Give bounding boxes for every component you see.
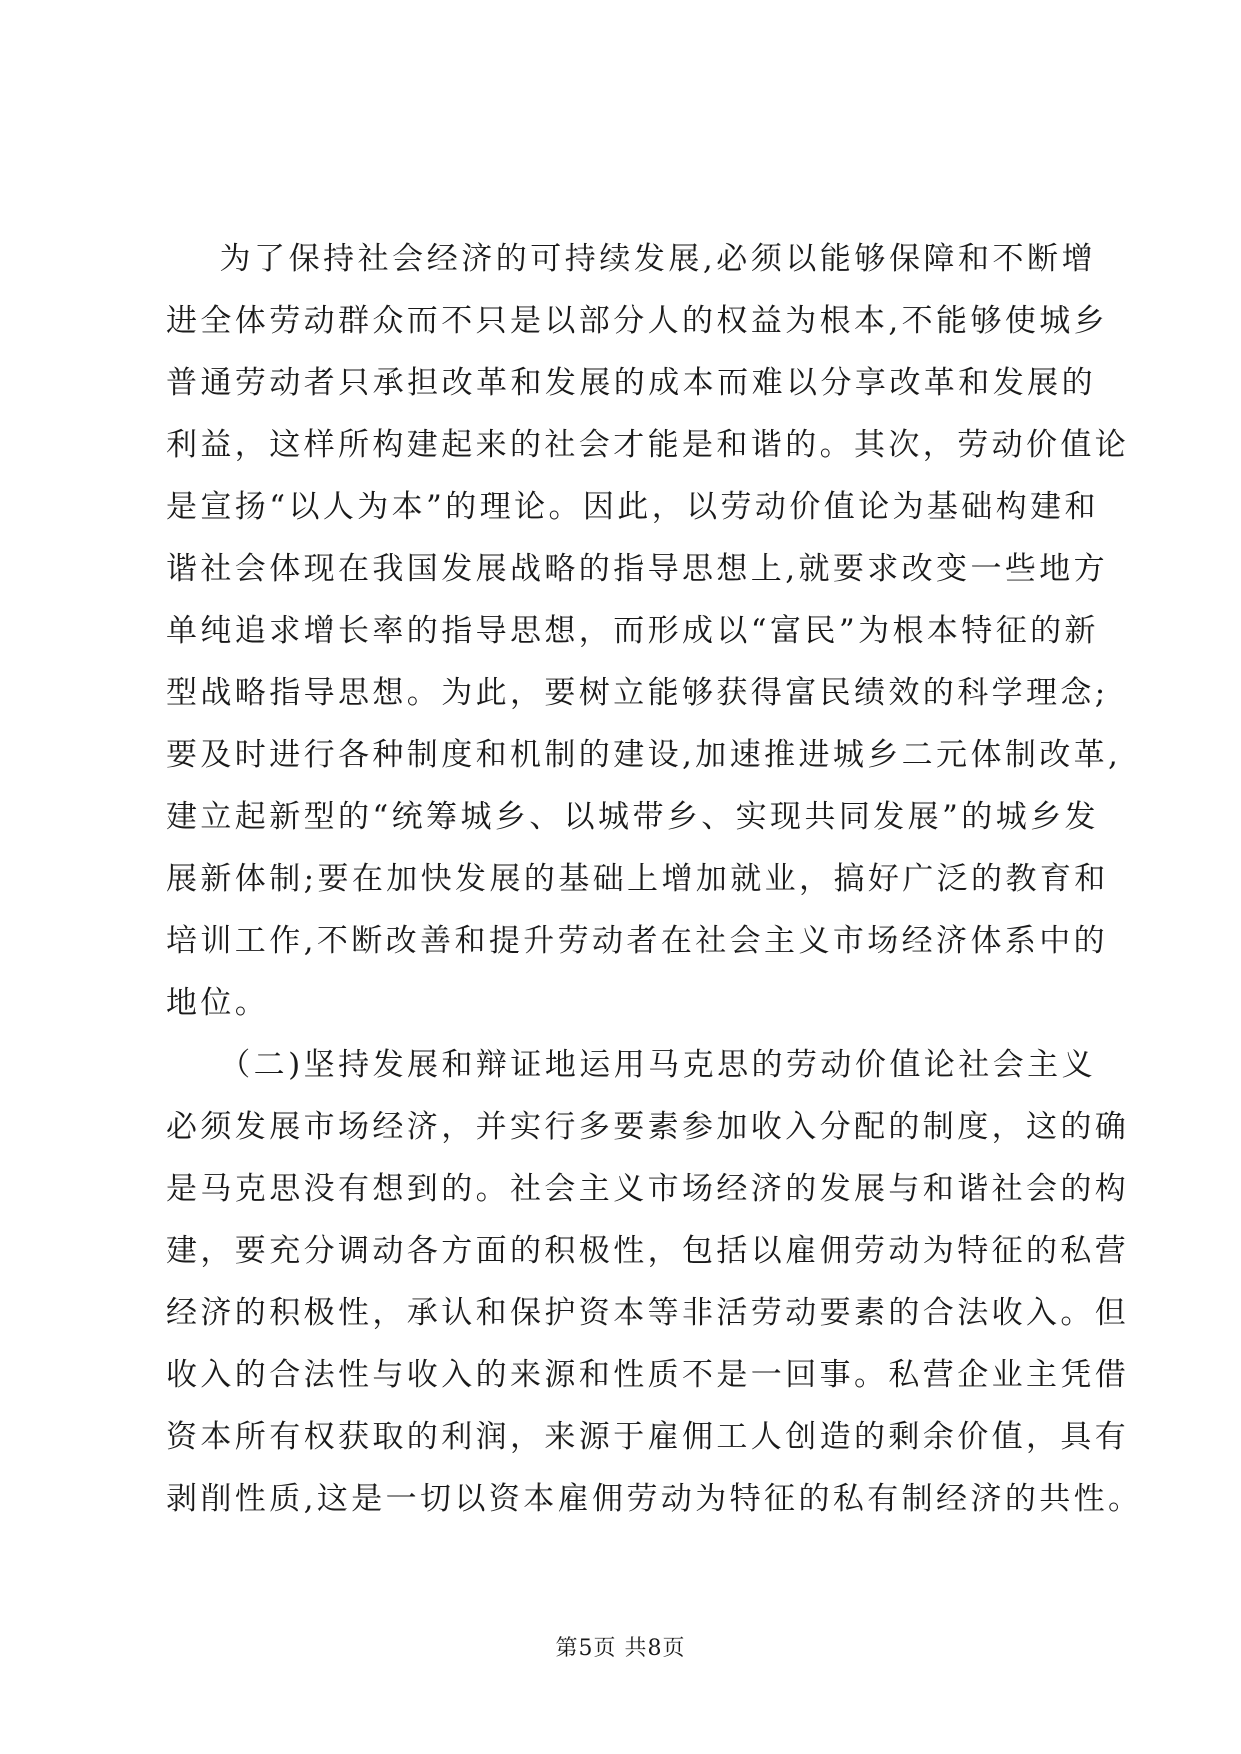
text-line: 为了保持社会经济的可持续发展,必须以能够保障和不断增: [166, 241, 1096, 277]
document-body: [166, 228, 1143, 1530]
text-line: 是马克思没有想到的。社会主义市场经济的发展与和谐社会的构: [166, 1171, 1130, 1207]
text-line: 是宣扬“以人为本”的理论。因此，以劳动价值论为基础构建和: [166, 489, 1099, 525]
text-line: （二)坚持发展和辩证地运用马克思的劳动价值论社会主义: [166, 1047, 1096, 1083]
text-line: 经济的积极性，承认和保护资本等非活劳动要素的合法收入。但: [166, 1295, 1130, 1331]
text-line: 地位。: [166, 985, 270, 1021]
text-line: 展新体制;要在加快发展的基础上增加就业，搞好广泛的教育和: [166, 861, 1109, 897]
text-line: 进全体劳动群众而不只是以部分人的权益为根本,不能够使城乡: [166, 303, 1109, 339]
text-line: 建立起新型的“统筹城乡、以城带乡、实现共同发展”的城乡发: [166, 799, 1099, 835]
text-line: 收入的合法性与收入的来源和性质不是一回事。私营企业主凭借: [166, 1357, 1130, 1393]
page-number-footer: 第5页 共8页: [555, 1636, 686, 1661]
text-line: 剥削性质,这是一切以资本雇佣劳动为特征的私有制经济的共性。: [166, 1481, 1143, 1517]
text-line: 谐社会体现在我国发展战略的指导思想上,就要求改变一些地方: [166, 551, 1109, 587]
text-line: 要及时进行各种制度和机制的建设,加速推进城乡二元体制改革,: [166, 737, 1122, 773]
text-line: 普通劳动者只承担改革和发展的成本而难以分享改革和发展的: [166, 365, 1096, 401]
text-line: 单纯追求增长率的指导思想，而形成以“富民”为根本特征的新: [166, 613, 1099, 649]
text-line: 必须发展市场经济，并实行多要素参加收入分配的制度，这的确: [166, 1109, 1130, 1145]
text-line: 建，要充分调动各方面的积极性，包括以雇佣劳动为特征的私营: [166, 1233, 1130, 1269]
text-line: 型战略指导思想。为此，要树立能够获得富民绩效的科学理念;: [166, 675, 1109, 711]
text-line: 利益，这样所构建起来的社会才能是和谐的。其次，劳动价值论: [166, 427, 1130, 463]
text-line: 培训工作,不断改善和提升劳动者在社会主义市场经济体系中的: [166, 923, 1109, 959]
text-line: 资本所有权获取的利润，来源于雇佣工人创造的剩余价值，具有: [166, 1419, 1130, 1455]
